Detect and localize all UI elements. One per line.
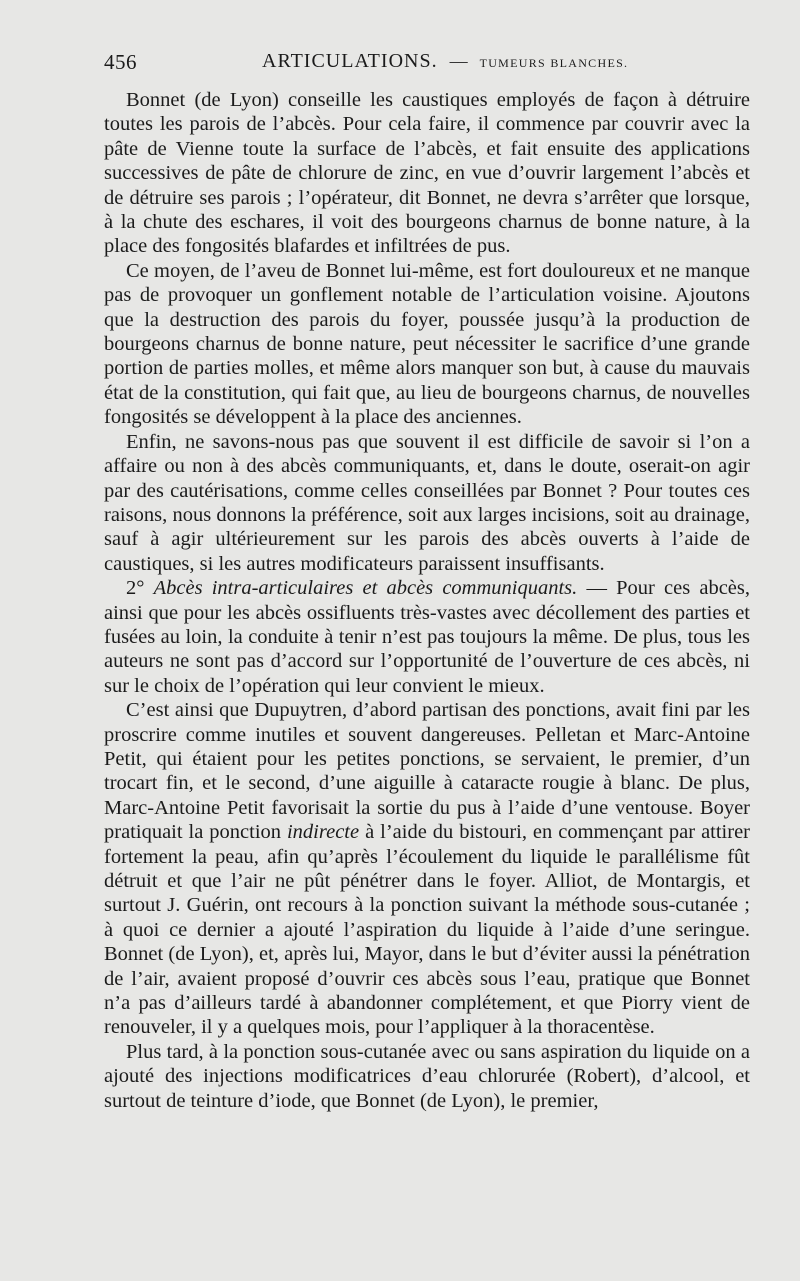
page-number: 456 — [104, 50, 137, 74]
paragraph-5 — [104, 698, 750, 1040]
section-title: Abcès intra-articulaires et abcès communiquants. — [153, 577, 578, 600]
running-head-dash: — — [449, 51, 468, 71]
running-title: ARTICULATIONS. — [262, 50, 438, 72]
body-text — [104, 88, 750, 1113]
paragraph-5-text-after: à l’aide du bistouri, en commençant par attirer fortement la peau, afin qu’après l’écoulement du liquide le parallélisme fût détruit et que l’air ne pût pénétrer dans le foyer. Alliot, de Montargis, et surtout J. Guérin, ont recours à la ponction suivant la méthode sous-cutanée ; à quoi ce dernier a ajouté l’aspiration du liquide à l’aide d’une seringue. Bonnet (de Lyon), et, après lui, Mayor, dans le but d’éviter aussi la pénétration de l’air, avaient proposé d’ouvrir ces abcès sous l’eau, pratique que Bonnet n’a pas d’ailleurs tardé à abandonner complétement, et que Piorry vient de renouveler, il y a quelques mois, pour l’appliquer à la thoracentèse. — [104, 821, 751, 1039]
paragraph-3: Enfin, ne savons-nous pas que souvent il est difficile de savoir si l’on a affaire ou non à des abcès communiquants, et, dans le doute, oserait-on agir par des cautérisations, comme celles conseillées par Bonnet ? Pour toutes ces raisons, nous donnons la préférence, soit aux larges incisions, soit au drainage, sauf à agir ultérieurement sur les parois des abcès ouverts à l’aide de caustiques, si les autres modificateurs paraissent insuffisants. — [104, 430, 750, 575]
running-head — [262, 50, 628, 73]
emphasis-indirecte: indirecte — [286, 821, 360, 844]
paragraph-1: Bonnet (de Lyon) conseille les caustiques employés de façon à détruire toutes les parois de l’abcès. Pour cela faire, il commence par couvrir avec la pâte de Vienne toute la surface de l’abcès, et fait ensuite des applications successives de pâte de chlorure de zinc, en vue d’ouvrir largement l’abcès et de détruire ses parois ; l’opérateur, dit Bonnet, ne devra s’arrêter que lorsque, à la chute des eschares, il voit des bourgeons charnus de bonne nature, à la place des fongosités blafardes et infiltrées de pus. — [104, 89, 750, 258]
paragraph-4-text: — Pour ces abcès, ainsi que pour les abcès ossifluents très-vastes avec décollement des parties et fusées au loin, la conduite à tenir n’est pas toujours la même. De plus, tous les auteurs ne sont pas d’accord sur l’opportunité de l’ouverture de ces abcès, ni sur le choix de l’opération qui leur convient le mieux. — [104, 577, 751, 697]
page-header — [104, 50, 744, 78]
running-subtitle: TUMEURS BLANCHES. — [479, 56, 629, 70]
paragraph-2: Ce moyen, de l’aveu de Bonnet lui-même, est fort douloureux et ne manque pas de provoquer un gonflement notable de l’articulation voisine. Ajoutons que la destruction des parois du foyer, poussée jusqu’à la production de bourgeons charnus de bonne nature, peut nécessiter le sacrifice d’une grande portion de parties molles, et même alors manquer son but, à cause du mauvais état de la constitution, qui fait que, au lieu de bourgeons charnus, de nouvelles fongosités se développent à la place des anciennes. — [104, 259, 750, 429]
paragraph-5-text-before: C’est ainsi que Dupuytren, d’abord partisan des ponctions, avait fini par les proscrire comme inutiles et souvent dangereuses. Pelletan et Marc-Antoine Petit, qui étaient pour les petites ponctions, se servaient, le premier, d’un trocart fin, et le second, d’une aiguille à cataracte rougie à blanc. De plus, Marc-Antoine Petit favorisait la sortie du pus à l’aide d’une ventouse. Boyer pratiquait la ponction — [104, 699, 750, 844]
paragraph-6: Plus tard, à la ponction sous-cutanée avec ou sans aspiration du liquide on a ajouté des injections modificatrices d’eau chlorurée (Robert), d’alcool, et surtout de teinture d’iode, que Bonnet (de Lyon), le premier, — [104, 1040, 750, 1112]
paragraph-4 — [104, 576, 750, 698]
section-number: 2° — [126, 577, 145, 600]
